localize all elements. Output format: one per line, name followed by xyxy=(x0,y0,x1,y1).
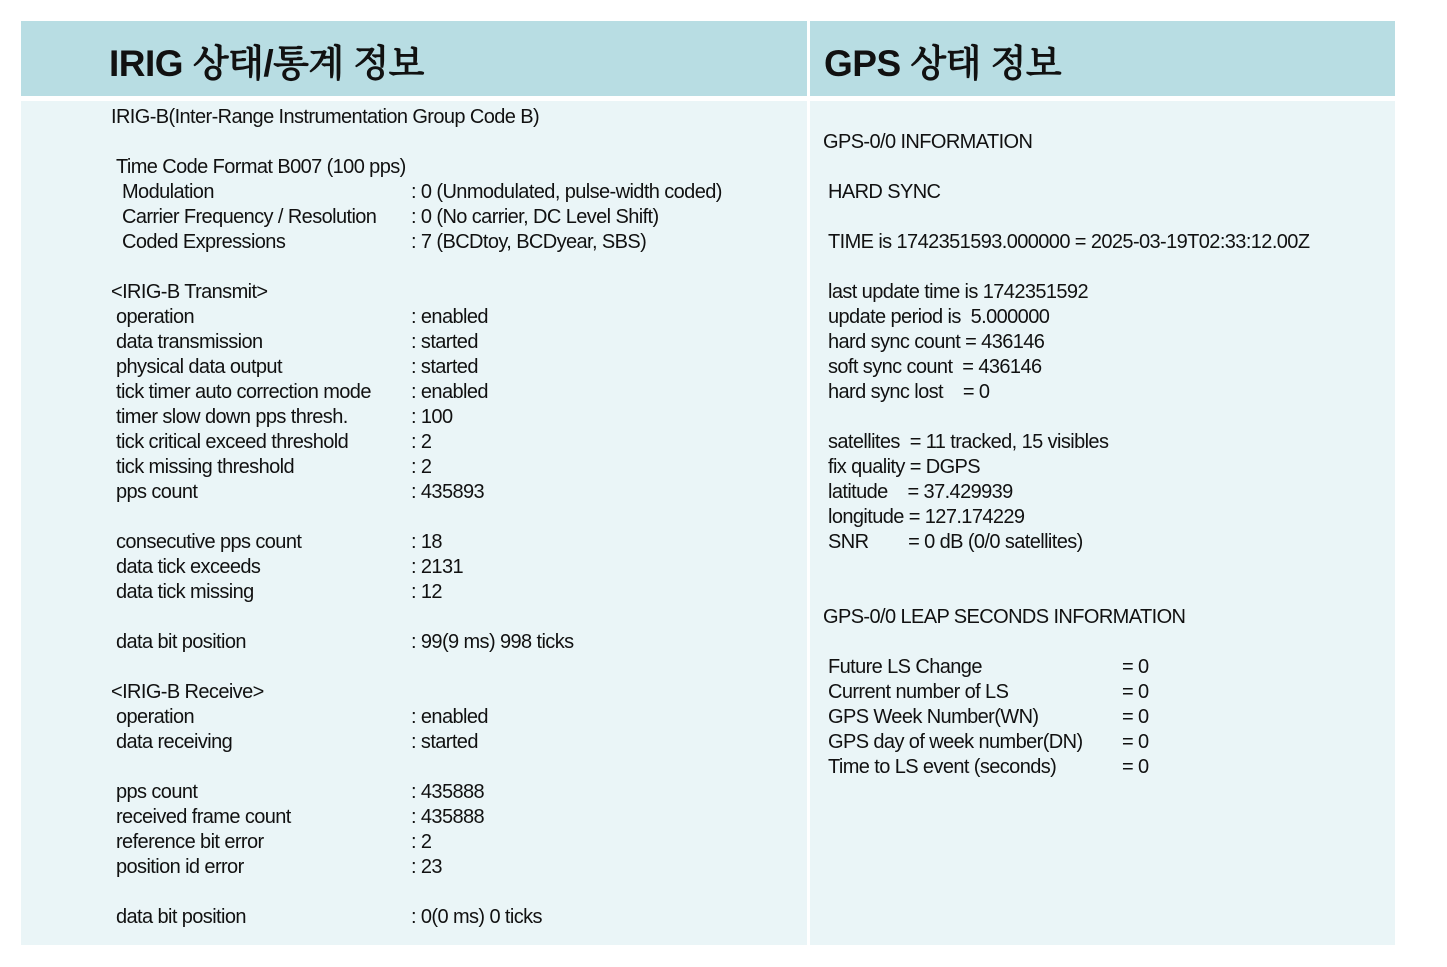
receive-bitpos-value: : 0(0 ms) 0 ticks xyxy=(411,906,542,928)
gps-update-line: hard sync lost = 0 xyxy=(828,381,990,403)
leap-row-label: Time to LS event (seconds) xyxy=(828,756,1057,778)
time-code-format: Time Code Format B007 (100 pps) xyxy=(116,156,406,178)
transmit-row-value: : 100 xyxy=(411,406,453,428)
transmit-title: <IRIG-B Transmit> xyxy=(111,281,268,303)
irig-heading: IRIG-B(Inter-Range Instrumentation Group Code B) xyxy=(111,106,540,128)
gps-leap-heading: GPS-0/0 LEAP SECONDS INFORMATION xyxy=(823,606,1186,628)
receive-row-value: : enabled xyxy=(411,706,488,728)
receive-row-value: : 435888 xyxy=(411,806,485,828)
leap-row-label: GPS Week Number(WN) xyxy=(828,706,1039,728)
transmit-row-label: physical data output xyxy=(116,356,282,378)
transmit-row-label: data tick missing xyxy=(116,581,254,603)
transmit-bitpos-value: : 99(9 ms) 998 ticks xyxy=(411,631,574,653)
format-row-value: : 0 (No carrier, DC Level Shift) xyxy=(411,206,659,228)
transmit-row-value: : 12 xyxy=(411,581,442,603)
gps-fix-line: longitude = 127.174229 xyxy=(828,506,1025,528)
irig-header xyxy=(21,21,807,96)
transmit-row-label: timer slow down pps thresh. xyxy=(116,406,348,428)
leap-row-value: = 0 xyxy=(1122,706,1149,728)
leap-row-label: Future LS Change xyxy=(828,656,982,678)
status-panel xyxy=(21,21,1395,945)
receive-row-label: reference bit error xyxy=(116,831,264,853)
receive-row-value: : 23 xyxy=(411,856,442,878)
irig-title: IRIG 상태/통계 정보 xyxy=(109,43,424,84)
format-row-label: Modulation xyxy=(122,181,214,203)
leap-row-value: = 0 xyxy=(1122,756,1149,778)
transmit-row-label: tick missing threshold xyxy=(116,456,294,478)
transmit-bitpos-label: data bit position xyxy=(116,631,246,653)
receive-title: <IRIG-B Receive> xyxy=(111,681,264,703)
transmit-row-label: operation xyxy=(116,306,194,328)
gps-update-line: soft sync count = 436146 xyxy=(828,356,1042,378)
transmit-row-label: data transmission xyxy=(116,331,263,353)
transmit-row-label: tick timer auto correction mode xyxy=(116,381,371,403)
receive-row-label: pps count xyxy=(116,781,198,803)
gps-time-line: TIME is 1742351593.000000 = 2025-03-19T02:33:12.00Z xyxy=(828,231,1310,253)
gps-fix-line: SNR = 0 dB (0/0 satellites) xyxy=(828,531,1083,553)
format-row-value: : 0 (Unmodulated, pulse-width coded) xyxy=(411,181,722,203)
receive-row-label: received frame count xyxy=(116,806,291,828)
receive-row-label: data receiving xyxy=(116,731,233,753)
transmit-row-value: : 435893 xyxy=(411,481,485,503)
gps-update-line: last update time is 1742351592 xyxy=(828,281,1088,303)
format-row-value: : 7 (BCDtoy, BCDyear, SBS) xyxy=(411,231,647,253)
leap-row-value: = 0 xyxy=(1122,681,1149,703)
transmit-row-value: : 2131 xyxy=(411,556,464,578)
leap-row-label: Current number of LS xyxy=(828,681,1009,703)
transmit-row-value: : 2 xyxy=(411,456,432,478)
column-divider xyxy=(807,21,810,945)
leap-row-value: = 0 xyxy=(1122,731,1149,753)
gps-header xyxy=(810,21,1395,96)
format-row-label: Carrier Frequency / Resolution xyxy=(122,206,377,228)
gps-update-line: hard sync count = 436146 xyxy=(828,331,1045,353)
receive-row-label: operation xyxy=(116,706,194,728)
gps-fix-line: satellites = 11 tracked, 15 visibles xyxy=(828,431,1109,453)
gps-title: GPS 상태 정보 xyxy=(824,43,1062,84)
format-row-label: Coded Expressions xyxy=(122,231,286,253)
transmit-row-value: : started xyxy=(411,331,478,353)
header-divider xyxy=(21,96,1395,101)
receive-row-value: : started xyxy=(411,731,478,753)
receive-row-label: position id error xyxy=(116,856,244,878)
transmit-row-value: : 18 xyxy=(411,531,442,553)
receive-row-value: : 435888 xyxy=(411,781,485,803)
gps-fix-line: fix quality = DGPS xyxy=(828,456,981,478)
transmit-row-value: : started xyxy=(411,356,478,378)
transmit-row-label: data tick exceeds xyxy=(116,556,261,578)
receive-bitpos-label: data bit position xyxy=(116,906,246,928)
receive-row-value: : 2 xyxy=(411,831,432,853)
transmit-row-label: pps count xyxy=(116,481,198,503)
transmit-row-value: : 2 xyxy=(411,431,432,453)
sync-mode: HARD SYNC xyxy=(828,181,941,203)
gps-update-line: update period is 5.000000 xyxy=(828,306,1050,328)
leap-row-value: = 0 xyxy=(1122,656,1149,678)
transmit-row-value: : enabled xyxy=(411,306,488,328)
transmit-row-label: tick critical exceed threshold xyxy=(116,431,349,453)
leap-row-label: GPS day of week number(DN) xyxy=(828,731,1083,753)
transmit-row-value: : enabled xyxy=(411,381,488,403)
gps-fix-line: latitude = 37.429939 xyxy=(828,481,1013,503)
gps-info-heading: GPS-0/0 INFORMATION xyxy=(823,131,1033,153)
transmit-row-label: consecutive pps count xyxy=(116,531,302,553)
